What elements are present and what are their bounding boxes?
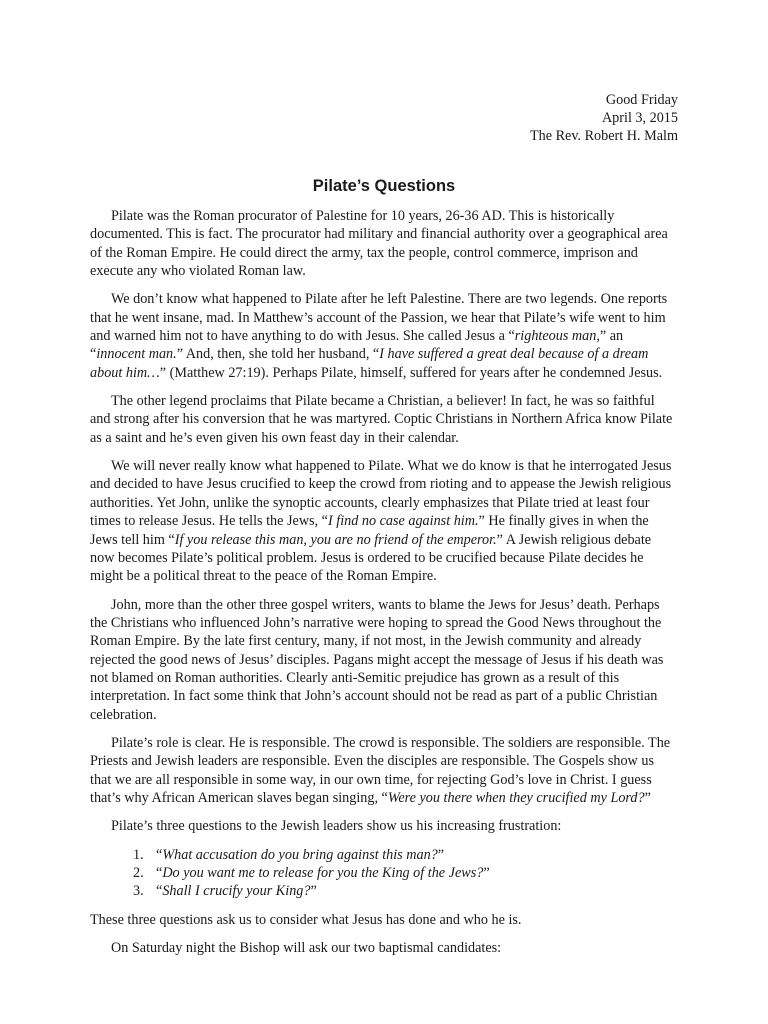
paragraph-4-text-c: ” A Jewish religious debate now becomes Pilate’s political problem. Jesus is ordered to be crucified because Pilate decides he might be a political threat to the peace of the Roman Empire. bbox=[90, 531, 652, 585]
paragraph-4-text-b: ” He finally gives in when the Jews tell him “ bbox=[90, 513, 649, 548]
paragraph-4-quote-emperor: If you release this man, you are no friend of the emperor. bbox=[174, 531, 497, 548]
date-line: April 3, 2015 bbox=[601, 110, 678, 126]
list-item bbox=[90, 864, 678, 882]
author-line: The Rev. Robert H. Malm bbox=[529, 128, 678, 144]
open-quote: “ bbox=[156, 846, 163, 863]
list-item bbox=[90, 882, 678, 900]
paragraph-6 bbox=[90, 734, 678, 807]
paragraph-8: These three questions ask us to consider what Jesus has done and who he is. bbox=[90, 911, 522, 928]
question-text: What accusation do you bring against this man? bbox=[162, 846, 438, 863]
pilate-questions-list bbox=[90, 846, 678, 901]
paragraph-2-quote-righteous: righteous man, bbox=[514, 328, 600, 345]
sermon-body bbox=[90, 207, 678, 967]
list-number: 2. bbox=[133, 865, 144, 881]
paragraph-1: Pilate was the Roman procurator of Palestine for 10 years, 26-36 AD. This is historically documented. This is fact. The procurator had military and financial authority over a geographical area of the Roman Empire. He could direct the army, tax the people, control commerce, imprison and execute any who violated Roman law. bbox=[90, 208, 668, 280]
paragraph-5: John, more than the other three gospel writers, wants to blame the Jews for Jesus’ death. Perhaps the Christians who influenced John’s narrative were hoping to spread the Good News throughout the Roman Empire. By the late first century, many, if not most, in the Jewish community and already rejected the good news of Jesus’ disciples. Pagans might accept the message of Jesus if his death was not blamed on Roman authorities. Clearly anti-Semitic prejudice has grown as a result of this interpretation. In fact some think that John’s account should not be read as part of a public Christian celebration. bbox=[90, 596, 664, 723]
paragraph-4-text-a: We will never really know what happened to Pilate. What we do know is that he interrogated Jesus and decided to have Jesus crucified to keep the crowd from rioting and to appease the Jewish religious authorities. Yet John, unlike the synoptic accounts, clearly emphasizes that Pilate tried at least four times to release Jesus. He tells the Jews, “ bbox=[90, 458, 672, 530]
open-quote: “ bbox=[156, 883, 163, 900]
paragraph-6-quote-hymn: Were you there when they crucified my Lord? bbox=[387, 789, 645, 806]
paragraph-2-text-d: ” (Matthew 27:19). Perhaps Pilate, himself, suffered for years after he condemned Jesus. bbox=[159, 364, 663, 381]
occasion-line: Good Friday bbox=[605, 92, 678, 108]
close-quote: ” bbox=[437, 846, 445, 863]
list-number: 1. bbox=[133, 846, 144, 863]
list-item bbox=[90, 846, 678, 864]
paragraph-9: On Saturday night the Bishop will ask our two baptismal candidates: bbox=[111, 940, 502, 957]
paragraph-4 bbox=[90, 457, 678, 585]
list-number: 3. bbox=[133, 883, 144, 900]
close-quote: ” bbox=[310, 883, 317, 900]
paragraph-2 bbox=[90, 290, 678, 382]
sermon-header bbox=[530, 91, 678, 145]
paragraph-2-text-b: ” an “ bbox=[90, 328, 624, 363]
sermon-title: Pilate’s Questions bbox=[312, 177, 456, 195]
paragraph-6-text-a: Pilate’s role is clear. He is responsible. The crowd is responsible. The soldiers are responsible. The Priests and Jewish leaders are responsible. Even the disciples are responsible. The Gospels show us that we are all responsible in some way, in our own time, for rejecting God’s love in Christ. I guess that’s why African American slaves began singing, “ bbox=[90, 734, 671, 806]
open-quote: “ bbox=[156, 865, 163, 881]
paragraph-3: The other legend proclaims that Pilate became a Christian, a believer! In fact, he was so faithful and strong after his conversion that he was martyred. Coptic Christians in Northern Africa know Pilate as a saint and he’s even given his own feast day in their calendar. bbox=[90, 393, 673, 446]
paragraph-2-quote-dream: I have suffered a great deal because of a dream about him… bbox=[90, 346, 649, 381]
close-quote: ” bbox=[483, 865, 490, 881]
paragraph-2-quote-innocent: innocent man. bbox=[96, 346, 177, 363]
paragraph-4-quote-no-case: I find no case against him. bbox=[327, 513, 479, 530]
paragraph-2-text-a: We don’t know what happened to Pilate after he left Palestine. There are two legends. One reports that he went insane, mad. In Matthew’s account of the Passion, we hear that Pilate’s wife went to him and warned him not to have anything to do with Jesus. She called Jesus a “ bbox=[90, 291, 668, 345]
paragraph-2-text-c: ” And, then, she told her husband, “ bbox=[176, 346, 380, 363]
question-text: Shall I crucify your King? bbox=[162, 883, 311, 900]
paragraph-6-text-b: ” bbox=[644, 789, 651, 806]
question-text: Do you want me to release for you the King of the Jews? bbox=[162, 865, 484, 881]
paragraph-7: Pilate’s three questions to the Jewish leaders show us his increasing frustration: bbox=[111, 818, 562, 835]
